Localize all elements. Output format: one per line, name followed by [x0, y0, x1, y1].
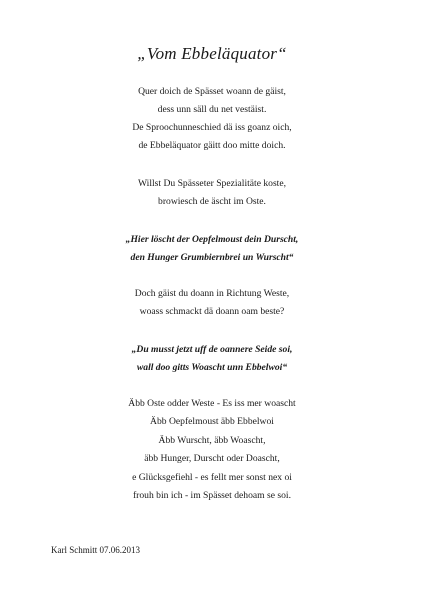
poem-title: „Vom Ebbeläquator“: [137, 44, 287, 63]
quote1-line-2: den Hunger Grumbiernbrei un Wurscht“: [130, 252, 294, 263]
stanza3-line-2: woass schmackt dä doann oam beste?: [139, 306, 285, 317]
stanza1-line-3: De Sproochunneschied dä iss goanz oich,: [132, 122, 292, 133]
stanza2-line-1: Willst Du Spässeter Spezialitäte koste,: [137, 178, 287, 189]
stanza4-line-6: frouh bin ich - im Spässet dehoam se soi.: [132, 490, 291, 501]
stanza4-line-1: Äbb Oste odder Weste - Es iss mer woascht: [128, 398, 296, 409]
quote2-line-2: wall doo gitts Woascht unn Ebbelwoi“: [136, 362, 288, 373]
stanza4-line-4: äbb Hunger, Durscht oder Doascht,: [144, 453, 280, 464]
stanza3-line-1: Doch gäist du doann in Richtung Weste,: [134, 288, 290, 299]
quote2-line-1: „Du musst jetzt uff de oannere Seide soi,: [131, 344, 293, 355]
stanza1-line-1: Quer doich de Spässet woann de gäist,: [138, 86, 286, 97]
stanza1-line-4: de Ebbeläquator gäitt doo mitte doich.: [138, 140, 286, 151]
stanza2-line-2: browiesch de äscht im Oste.: [158, 196, 266, 207]
author-date: Karl Schmitt 07.06.2013: [51, 545, 140, 555]
stanza4-line-2: Äbb Oepfelmoust äbb Ebbelwoi: [150, 416, 274, 427]
stanza1-line-2: dess unn säll du net vestäist.: [157, 104, 267, 115]
stanza4-line-5: e Glücksgefiehl - es fellt mer sonst nex oi: [132, 472, 292, 483]
quote1-line-1: „Hier löscht der Oepfelmoust dein Durscht,: [125, 234, 299, 245]
stanza4-line-3: Äbb Wurscht, äbb Woascht,: [158, 435, 266, 446]
